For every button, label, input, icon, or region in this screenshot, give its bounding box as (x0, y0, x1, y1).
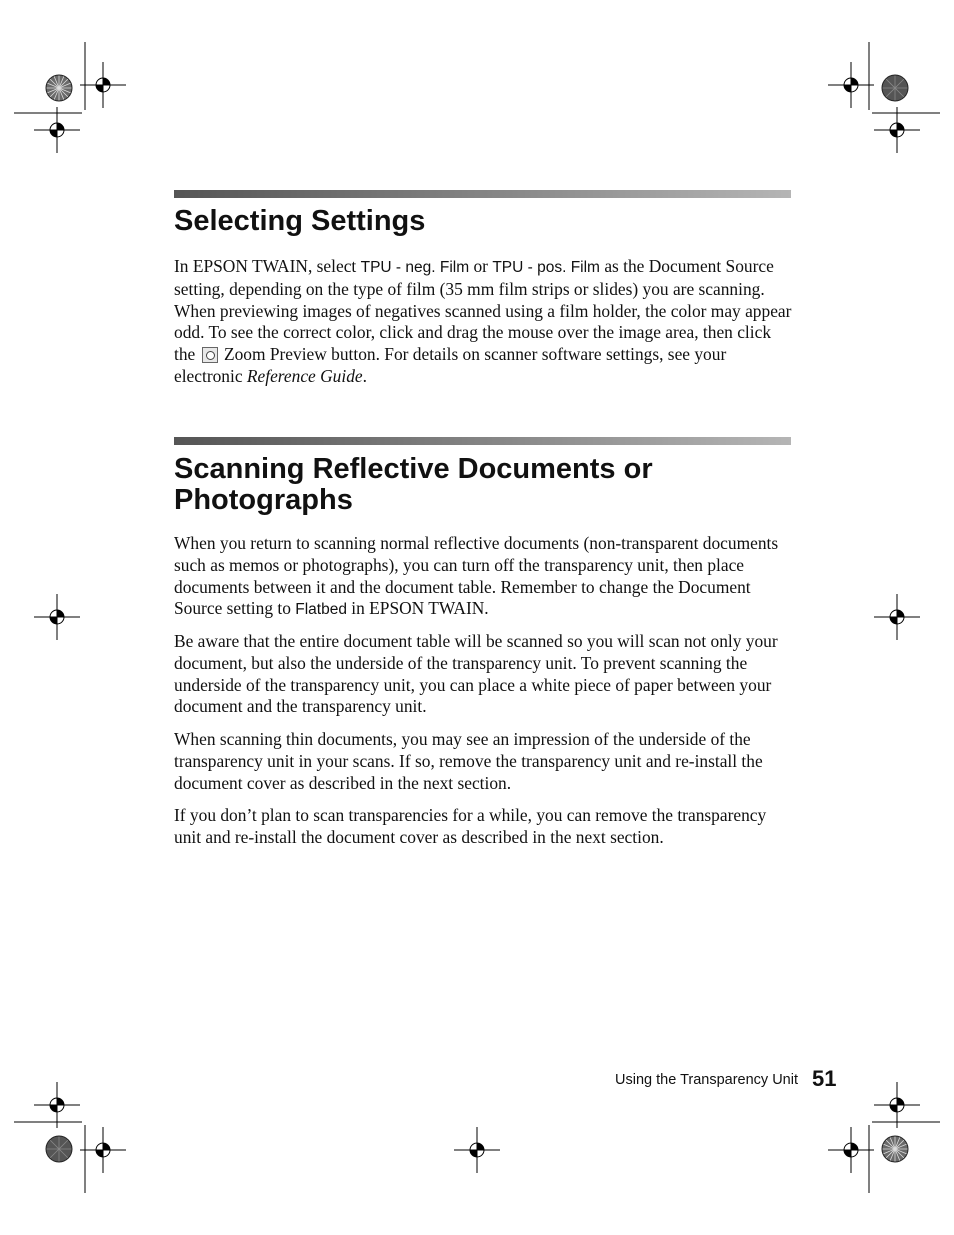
section-title-selecting-settings: Selecting Settings (174, 205, 426, 237)
setting-tpu-pos-film: TPU - pos. Film (492, 259, 600, 276)
setting-flatbed: Flatbed (295, 601, 347, 619)
paragraph-thin-documents: When scanning thin documents, you may see an impression of the underside of the transparency unit in your scans. If so, remove the transparency unit and re-install the document cover as described in the next section. (174, 729, 763, 793)
reference-guide-title: Reference Guide (246, 365, 363, 386)
zoom-preview-icon (202, 347, 218, 363)
registration-mark-icon (828, 1127, 874, 1173)
registration-mark-icon (454, 1127, 500, 1173)
text-run: as the Document Source setting, depending on the type of film (35 mm film strips or slides) you are scanning. When previewing images of negatives scanned using a film holder, the color may appear odd. To see the correct color, click and drag the mouse over the image area, then click the (174, 256, 792, 365)
registration-mark-icon (874, 1082, 920, 1128)
color-target-icon (45, 74, 73, 102)
color-target-icon (881, 1135, 909, 1163)
text-run: or (469, 256, 493, 276)
registration-mark-icon (80, 62, 126, 108)
text-run: When you return to scanning normal reflective documents (non-transparent documents such as memos or photographs), you can turn off the transparency unit, then place documents between it and the document table. Remember to change the Document Source setting to (174, 533, 779, 619)
paragraph-selecting-settings (174, 256, 792, 388)
text-run: . (362, 365, 367, 386)
registration-mark-icon (874, 594, 920, 640)
setting-tpu-neg-film: TPU - neg. Film (360, 259, 470, 276)
registration-mark-icon (80, 1127, 126, 1173)
footer-chapter-title: Using the Transparency Unit (615, 1072, 798, 1088)
section-divider (174, 437, 791, 445)
paragraph-remove-unit: If you don’t plan to scan transparencies for a while, you can remove the transparency unit and re-install the document cover as described in the next section. (174, 805, 767, 847)
registration-mark-icon (34, 1082, 80, 1128)
section-divider (174, 190, 791, 198)
color-target-icon (45, 1135, 73, 1163)
color-target-icon (881, 74, 909, 102)
registration-mark-icon (874, 107, 920, 153)
text-run: Zoom Preview button. For details on scanner software settings, see your electronic (174, 344, 727, 386)
registration-mark-icon (34, 107, 80, 153)
text-run: in EPSON TWAIN. (346, 598, 489, 619)
section-title-scanning-reflective: Scanning Reflective Documents or Photographs (174, 453, 653, 516)
paragraph-return-to-reflective (174, 533, 792, 621)
page-number: 51 (812, 1066, 837, 1091)
paragraph-entire-table: Be aware that the entire document table will be scanned so you will scan not only your document, but also the underside of the transparency unit. To prevent scanning the underside of the transparency unit, you can place a white piece of paper between your document and the transparency unit. (174, 631, 778, 717)
registration-mark-icon (828, 62, 874, 108)
registration-mark-icon (34, 594, 80, 640)
text-run: In EPSON TWAIN, select (174, 256, 361, 276)
